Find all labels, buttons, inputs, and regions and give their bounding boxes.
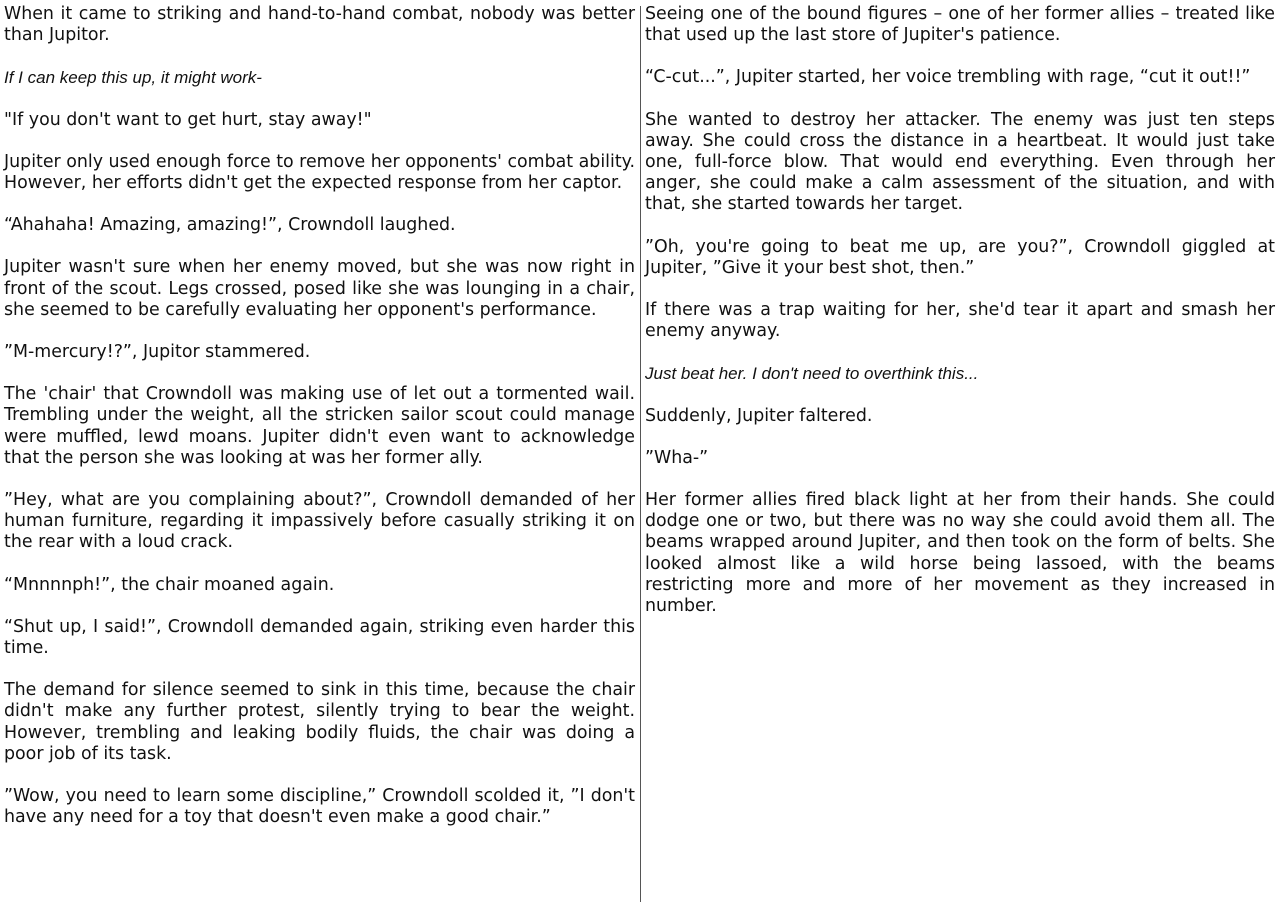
paragraph: “Ahahaha! Amazing, amazing!”, Crowndoll laughed. [4,215,456,236]
right-column [645,4,1275,638]
paragraph: Suddenly, Jupiter faltered. [645,405,873,426]
paragraph: ”M-mercury!?”, Jupitor stammered. [4,342,311,363]
paragraph: She wanted to destroy her attacker. The enemy was just ten steps away. She could cross the distance in a heartbeat. It would just take one, full-force blow. That would end everything. Even through her anger, she could make a calm assessment of the situation, and with that, she started towards her target. [645,109,1275,215]
paragraph: “Shut up, I said!”, Crowndoll demanded again, striking even harder this time. [4,616,635,659]
inner-thought: If I can keep this up, it might work- [4,68,262,88]
inner-thought: Just beat her. I don't need to overthink this... [645,364,979,384]
paragraph: ”Hey, what are you complaining about?”, Crowndoll demanded of her human furniture, regarding it impassively before casually striking it on the rear with a loud crack. [4,490,635,553]
paragraph: Her former allies fired black light at her from their hands. She could dodge one or two, but there was no way she could avoid them all. The beams wrapped around Jupiter, and then took on the form of belts. She looked almost like a wild horse being lassoed, with the beams restricting more and more of her movement as they increased in number. [645,490,1275,617]
paragraph: If there was a trap waiting for her, she'd tear it apart and smash her enemy anyway. [645,300,1275,342]
paragraph: Jupiter only used enough force to remove her opponents' combat ability. However, her efforts didn't get the expected response from her captor. [4,151,635,194]
paragraph: Seeing one of the bound figures – one of her former allies – treated like that used up the last store of Jupiter's patience. [645,4,1275,46]
paragraph: The demand for silence seemed to sink in this time, because the chair didn't make any further protest, silently trying to bear the weight. However, trembling and leaking bodily fluids, the chair was doing a poor job of its task. [4,680,635,764]
left-column [4,4,635,849]
paragraph: The 'chair' that Crowndoll was making use of let out a tormented wail. Trembling under the weight, all the stricken sailor scout could manage were muffled, lewd moans. Jupiter didn't even want to acknowledge that the person she was looking at was her former ally. [4,384,635,468]
column-divider [640,6,641,902]
paragraph: "If you don't want to get hurt, stay away!" [4,109,372,130]
paragraph: “C-cut...”, Jupiter started, her voice trembling with rage, “cut it out!!” [645,67,1251,88]
paragraph: ”Oh, you're going to beat me up, are you?”, Crowndoll giggled at Jupiter, ”Give it your best shot, then.” [645,236,1275,278]
paragraph: ”Wow, you need to learn some discipline,” Crowndoll scolded it, ”I don't have any need for a toy that doesn't even make a good chair.” [4,786,635,828]
paragraph: When it came to striking and hand-to-hand combat, nobody was better than Jupitor. [4,4,635,46]
paragraph: “Mnnnnph!”, the chair moaned again. [4,574,335,595]
paragraph: Jupiter wasn't sure when her enemy moved, but she was now right in front of the scout. Legs crossed, posed like she was lounging in a chair, she seemed to be carefully evaluating her opponent's performance. [4,257,635,320]
paragraph: ”Wha-” [645,447,709,468]
